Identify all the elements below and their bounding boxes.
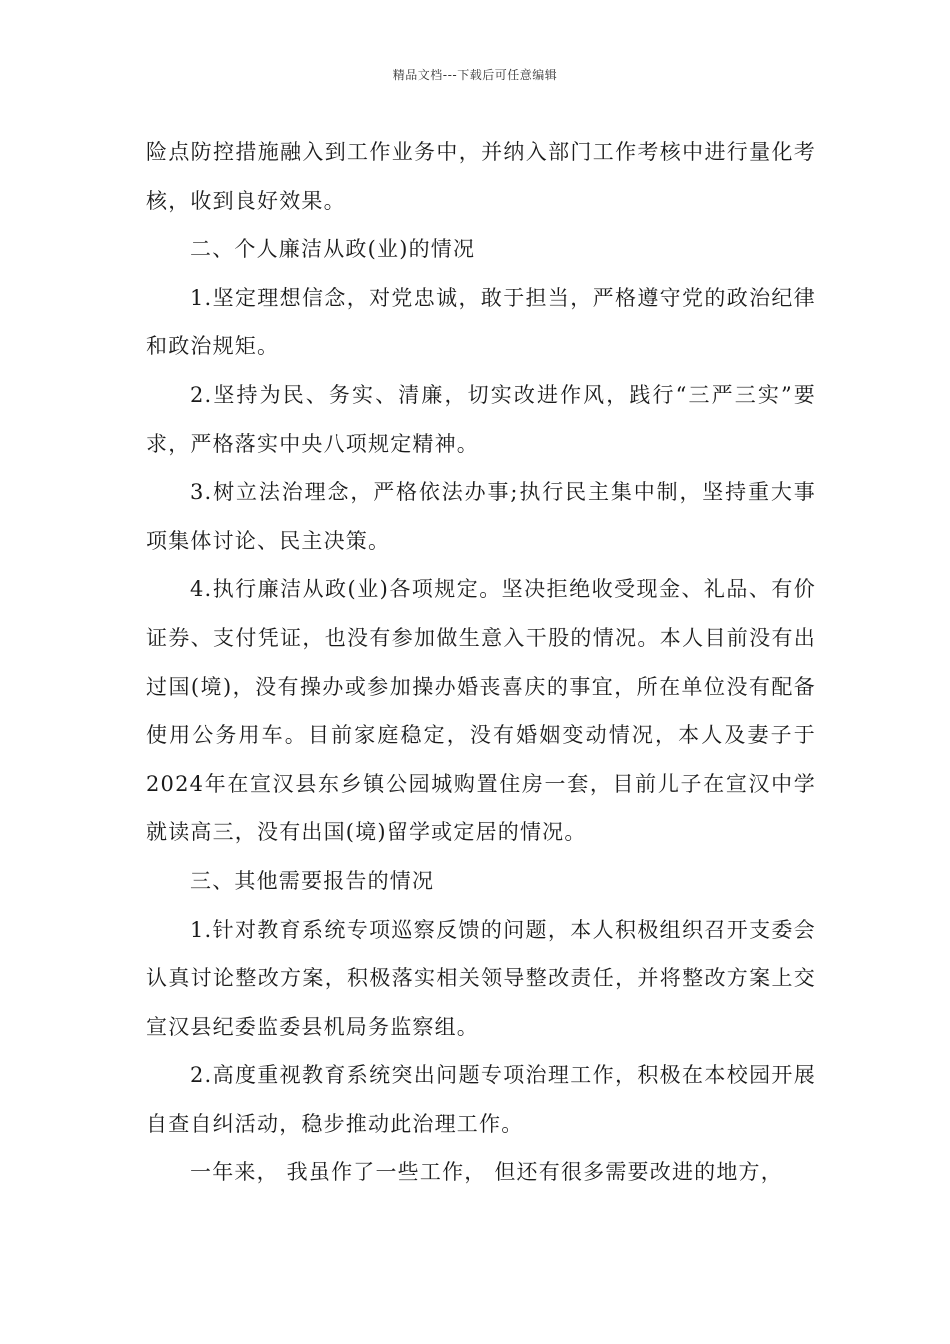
- paragraph: 1.针对教育系统专项巡察反馈的问题，本人积极组织召开支委会认真讨论整改方案，积极落实相关领导整改责任，并将整改方案上交宣汉县纪委监委县机局务监察组。: [146, 917, 816, 1039]
- section-heading: 二、个人廉洁从政(业)的情况: [190, 237, 476, 262]
- page-header: 精品文档---下载后可任意编辑: [392, 68, 558, 82]
- paragraph: 1.坚定理想信念，对党忠诚，敢于担当，严格遵守党的政治纪律和政治规矩。: [146, 285, 816, 359]
- paragraph: 3.树立法治理念，严格依法办事;执行民主集中制，坚持重大事项集体讨论、民主决策。: [146, 480, 816, 553]
- paragraph: 2.坚持为民、务实、清廉，切实改进作风，践行“三严三实”要求，严格落实中央八项规定精神。: [146, 382, 816, 456]
- section-heading: 三、其他需要报告的情况: [190, 868, 435, 893]
- paragraph: 险点防控措施融入到工作业务中，并纳入部门工作考核中进行量化考核，收到良好效果。: [146, 140, 816, 213]
- paragraph: 2.高度重视教育系统突出问题专项治理工作，积极在本校园开展自查自纠活动，稳步推动此治理工作。: [146, 1063, 816, 1136]
- document-body: [146, 128, 816, 1197]
- paragraph: 4.执行廉洁从政(业)各项规定。坚决拒绝收受现金、礼品、有价证券、支付凭证，也没有参加做生意入干股的情况。本人目前没有出过国(境)，没有操办或参加操办婚丧喜庆的事宜，所在单位没有配备使用公务用车。目前家庭稳定，没有婚姻变动情况，本人及妻子于2024年在宣汉县东乡镇公园城购置住房一套，目前儿子在宣汉中学就读高三，没有出国(境)留学或定居的情况。: [146, 577, 816, 845]
- paragraph: 一年来， 我虽作了一些工作， 但还有很多需要改进的地方，: [190, 1160, 783, 1185]
